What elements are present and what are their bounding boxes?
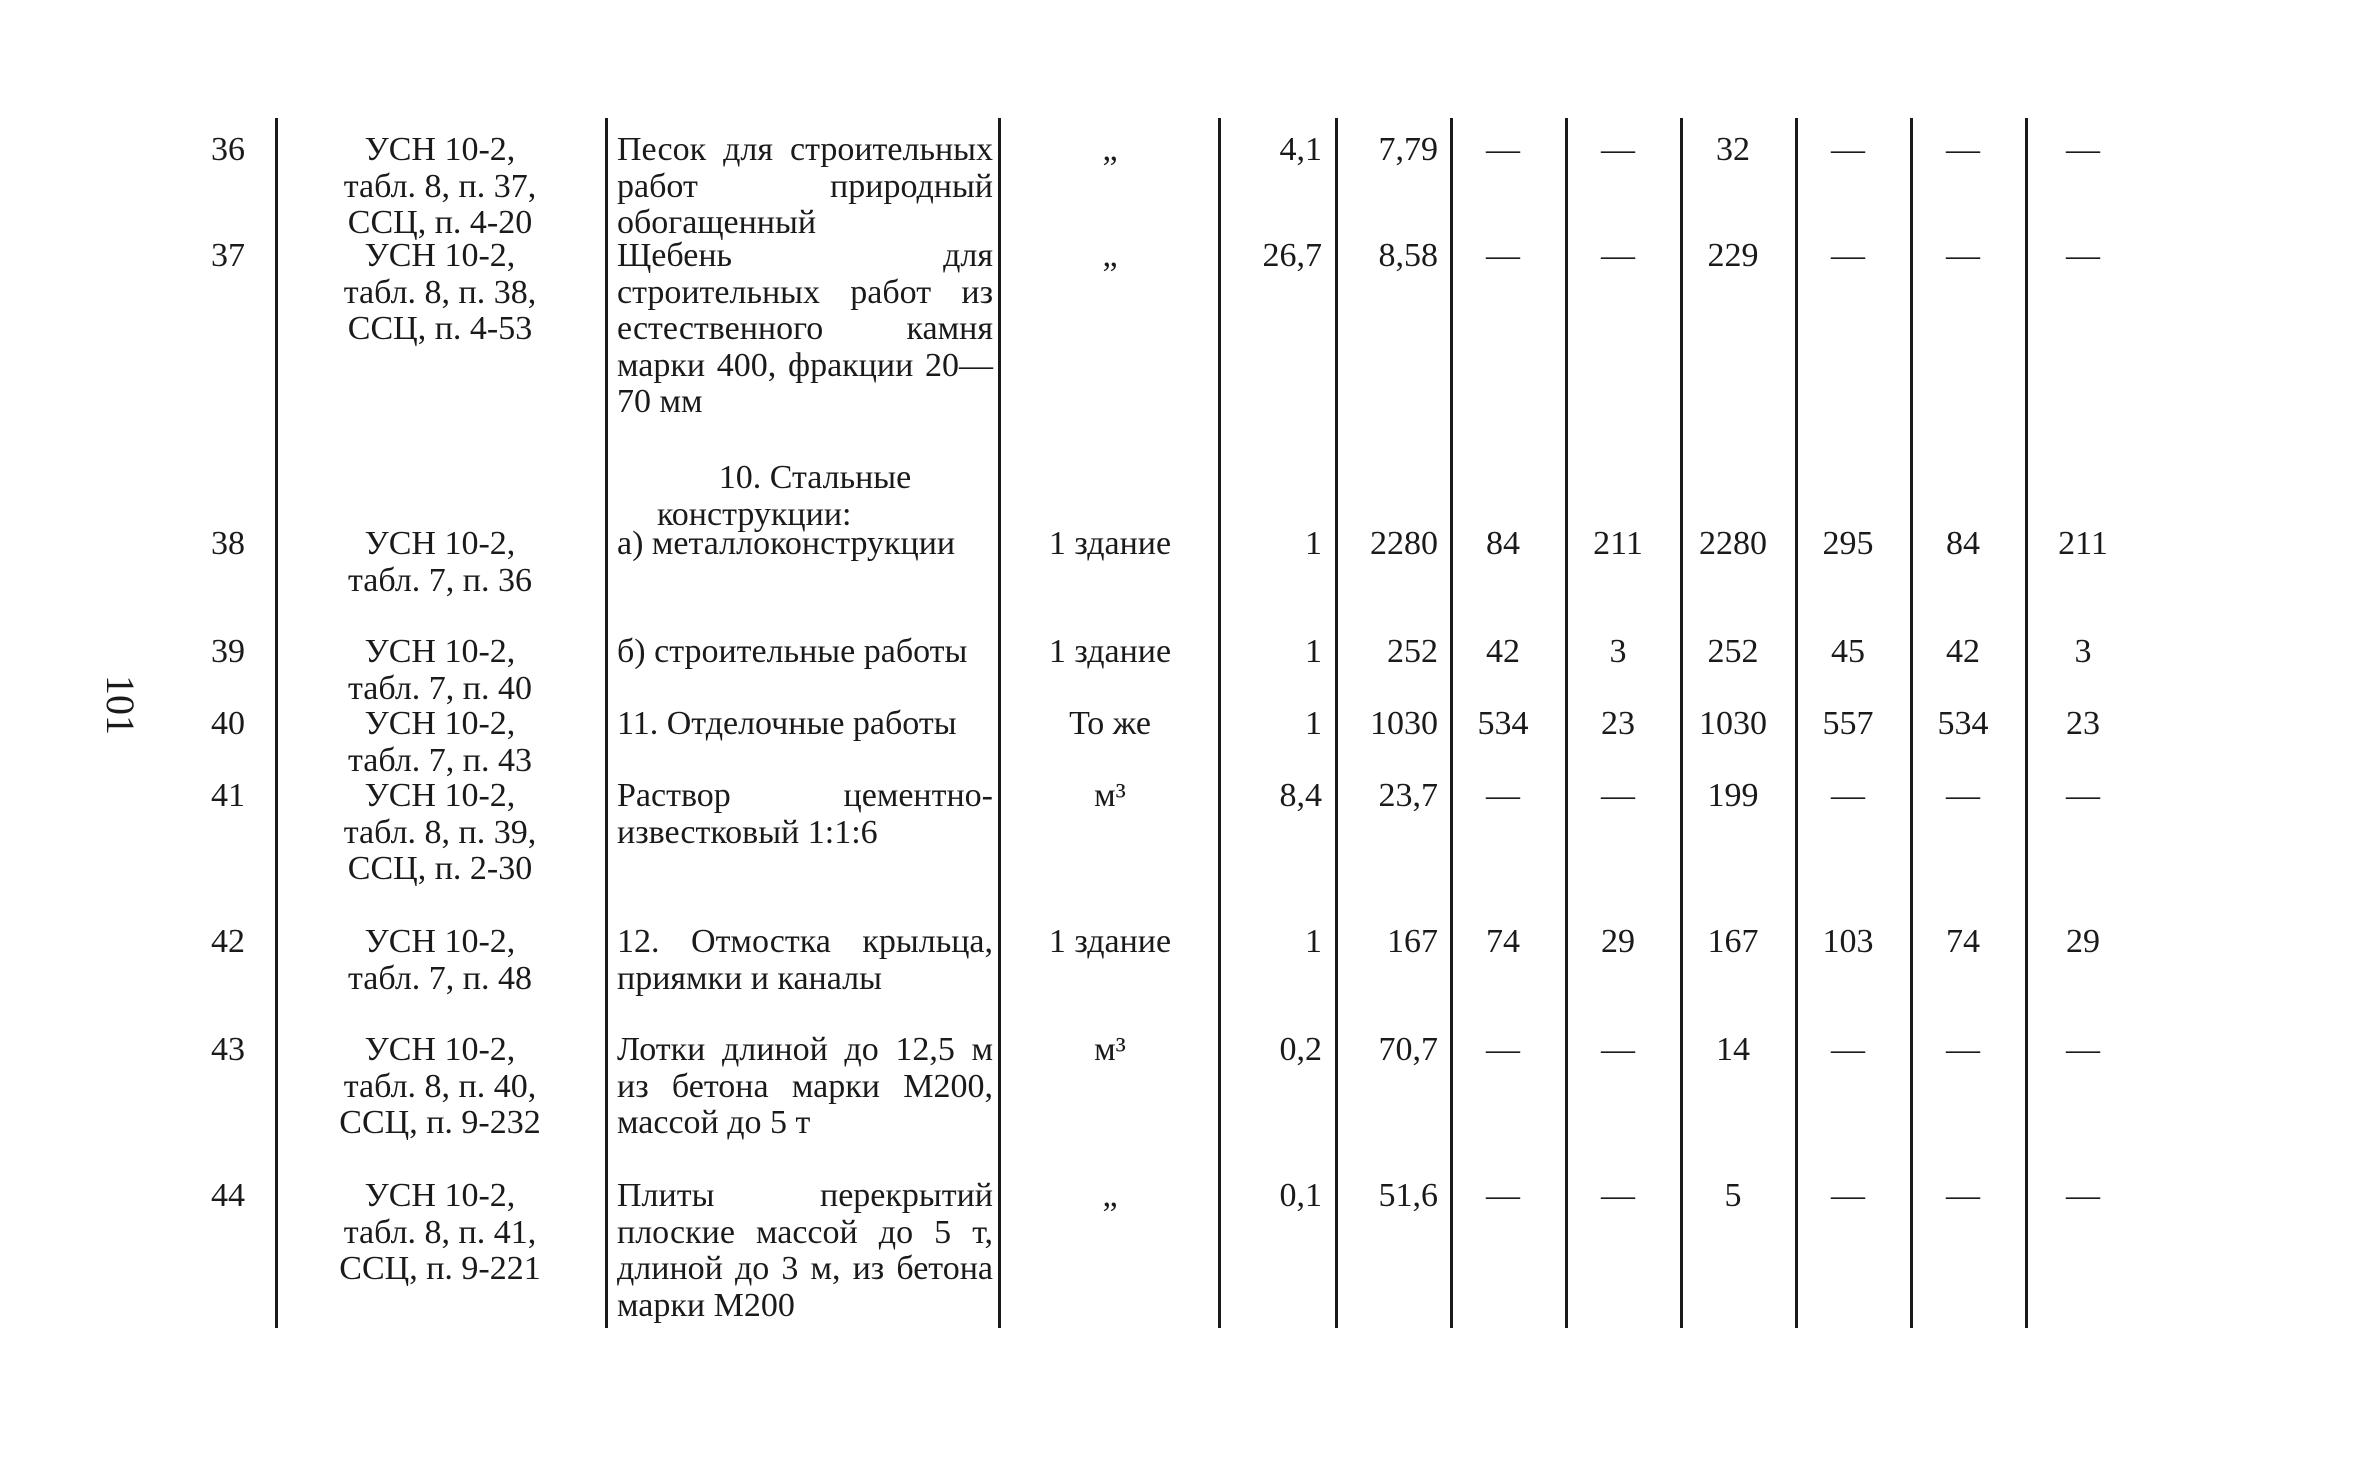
reference-line: УСН 10-2, <box>364 1177 516 1214</box>
reference-line: табл. 8, п. 40, <box>343 1067 537 1105</box>
reference-line: УСН 10-2, <box>364 777 516 814</box>
value-c3: 534 <box>1477 705 1529 742</box>
value-c4: — <box>1601 1177 1635 1214</box>
row-number: 41 <box>211 777 245 814</box>
row-number: 36 <box>211 131 245 168</box>
value-c1: 0,2 <box>1279 1031 1322 1068</box>
value-c4: — <box>1601 237 1635 274</box>
value-c5: 1030 <box>1699 705 1767 742</box>
value-c6: 557 <box>1822 705 1874 742</box>
value-c6: 295 <box>1822 525 1874 562</box>
row-number: 38 <box>211 525 245 562</box>
reference-line: табл. 8, п. 38, <box>343 273 537 311</box>
reference-line: ССЦ, п. 4-20 <box>347 204 533 241</box>
value-c4: 23 <box>1601 705 1635 742</box>
row-number: 40 <box>211 705 245 742</box>
row-number: 37 <box>211 237 245 274</box>
value-c6: 103 <box>1822 923 1874 960</box>
value-c5: 229 <box>1707 237 1759 274</box>
value-c7: — <box>1946 131 1980 168</box>
item-description: а) металлоконструкции <box>617 525 956 562</box>
value-c1: 8,4 <box>1279 777 1322 814</box>
page-number: 101 <box>98 675 143 735</box>
value-c1: 1 <box>1305 923 1322 960</box>
reference-line: УСН 10-2, <box>364 633 516 670</box>
value-c2: 23,7 <box>1378 777 1438 814</box>
value-c3: 84 <box>1486 525 1520 562</box>
value-c6: — <box>1831 131 1865 168</box>
unit: „ <box>1102 131 1118 168</box>
value-c2: 7,79 <box>1378 131 1438 168</box>
value-c4: — <box>1601 777 1635 814</box>
column-rule <box>998 118 1001 1328</box>
section-heading: 10. Стальные конструкции: <box>657 459 912 533</box>
value-c7: 74 <box>1946 923 1980 960</box>
value-c3: — <box>1486 1177 1520 1214</box>
reference-line: УСН 10-2, <box>364 525 516 562</box>
value-c3: — <box>1486 777 1520 814</box>
reference-line: УСН 10-2, <box>364 705 516 742</box>
value-c2: 2280 <box>1370 525 1438 562</box>
value-c5: 167 <box>1707 923 1759 960</box>
value-c8: 23 <box>2066 705 2100 742</box>
reference-line: табл. 7, п. 36 <box>348 561 532 599</box>
reference-line: УСН 10-2, <box>364 1031 516 1068</box>
value-c7: — <box>1946 237 1980 274</box>
reference-line: УСН 10-2, <box>364 131 516 168</box>
unit: 1 здание <box>1048 923 1172 960</box>
row-number: 43 <box>211 1031 245 1068</box>
value-c8: 3 <box>2074 633 2092 670</box>
value-c1: 26,7 <box>1262 237 1322 274</box>
value-c8: 211 <box>2058 525 2108 562</box>
column-rule <box>275 118 278 1328</box>
value-c5: 252 <box>1707 633 1759 670</box>
value-c7: — <box>1946 777 1980 814</box>
value-c1: 1 <box>1305 705 1322 742</box>
column-rule <box>1218 118 1221 1328</box>
unit: м³ <box>1094 1031 1126 1068</box>
value-c1: 1 <box>1305 525 1322 562</box>
value-c8: — <box>2066 237 2100 274</box>
reference-line: УСН 10-2, <box>364 237 516 274</box>
value-c5: 5 <box>1724 1177 1742 1214</box>
value-c3: — <box>1486 1031 1520 1068</box>
row-number: 39 <box>211 633 245 670</box>
value-c4: — <box>1601 131 1635 168</box>
value-c8: — <box>2066 1031 2100 1068</box>
reference-line: ССЦ, п. 9-232 <box>339 1104 541 1141</box>
value-c3: 74 <box>1486 923 1520 960</box>
value-c3: 42 <box>1486 633 1520 670</box>
value-c2: 51,6 <box>1378 1177 1438 1214</box>
value-c4: 29 <box>1601 923 1635 960</box>
item-description: Лотки длиной до 12,5 м из бетона марки М200, массой до 5 т <box>617 1031 993 1141</box>
reference-line: табл. 8, п. 39, <box>343 813 537 851</box>
value-c7: — <box>1946 1177 1980 1214</box>
row-number: 44 <box>211 1177 245 1214</box>
reference-line: табл. 8, п. 41, <box>343 1213 537 1251</box>
column-rule <box>605 118 608 1328</box>
value-c6: — <box>1831 1177 1865 1214</box>
value-c2: 1030 <box>1370 705 1438 742</box>
value-c4: — <box>1601 1031 1635 1068</box>
value-c2: 252 <box>1387 633 1438 670</box>
value-c4: 3 <box>1609 633 1627 670</box>
value-c3: — <box>1486 131 1520 168</box>
item-description: б) строительные работы <box>617 633 968 670</box>
item-description: 11. Отделочные работы <box>617 705 957 742</box>
value-c7: 42 <box>1946 633 1980 670</box>
value-c2: 70,7 <box>1378 1031 1438 1068</box>
value-c7: 84 <box>1946 525 1980 562</box>
unit: То же <box>1069 705 1151 742</box>
value-c6: 45 <box>1831 633 1865 670</box>
reference-line: табл. 8, п. 37, <box>343 167 537 205</box>
value-c8: — <box>2066 1177 2100 1214</box>
row-number: 42 <box>211 923 245 960</box>
item-description: Плиты перекрытий плоские массой до 5 т, длиной до 3 м, из бетона марки М200 <box>617 1177 993 1324</box>
unit: 1 здание <box>1048 633 1172 670</box>
value-c3: — <box>1486 237 1520 274</box>
value-c5: 199 <box>1707 777 1759 814</box>
item-description: 12. Отмостка крыльца, приямки и каналы <box>617 923 993 997</box>
value-c7: — <box>1946 1031 1980 1068</box>
item-description: Раствор цементно-известковый 1:1:6 <box>617 777 993 851</box>
value-c6: — <box>1831 237 1865 274</box>
reference-line: табл. 7, п. 40 <box>348 669 532 707</box>
value-c4: 211 <box>1593 525 1643 562</box>
value-c6: — <box>1831 777 1865 814</box>
reference-line: табл. 7, п. 48 <box>348 959 532 997</box>
value-c1: 1 <box>1305 633 1322 670</box>
value-c1: 4,1 <box>1279 131 1322 168</box>
reference-line: табл. 7, п. 43 <box>348 741 532 779</box>
reference-line: ССЦ, п. 9-221 <box>339 1250 541 1287</box>
unit: 1 здание <box>1048 525 1172 562</box>
value-c6: — <box>1831 1031 1865 1068</box>
value-c2: 8,58 <box>1378 237 1438 274</box>
value-c7: 534 <box>1937 705 1989 742</box>
value-c5: 2280 <box>1699 525 1767 562</box>
item-description: Песок для строительных работ природный обогащенный <box>617 131 993 241</box>
reference-line: ССЦ, п. 4-53 <box>347 310 533 347</box>
value-c8: — <box>2066 777 2100 814</box>
item-description: Щебень для строительных работ из естественного камня марки 400, фракции 20—70 мм <box>617 237 993 420</box>
value-c8: 29 <box>2066 923 2100 960</box>
value-c8: — <box>2066 131 2100 168</box>
reference-line: ССЦ, п. 2-30 <box>347 850 533 887</box>
value-c5: 14 <box>1716 1031 1750 1068</box>
value-c2: 167 <box>1387 923 1438 960</box>
unit: „ <box>1102 237 1118 274</box>
value-c5: 32 <box>1716 131 1750 168</box>
unit: м³ <box>1094 777 1126 814</box>
reference-line: УСН 10-2, <box>364 923 516 960</box>
unit: „ <box>1102 1177 1118 1214</box>
value-c1: 0,1 <box>1279 1177 1322 1214</box>
